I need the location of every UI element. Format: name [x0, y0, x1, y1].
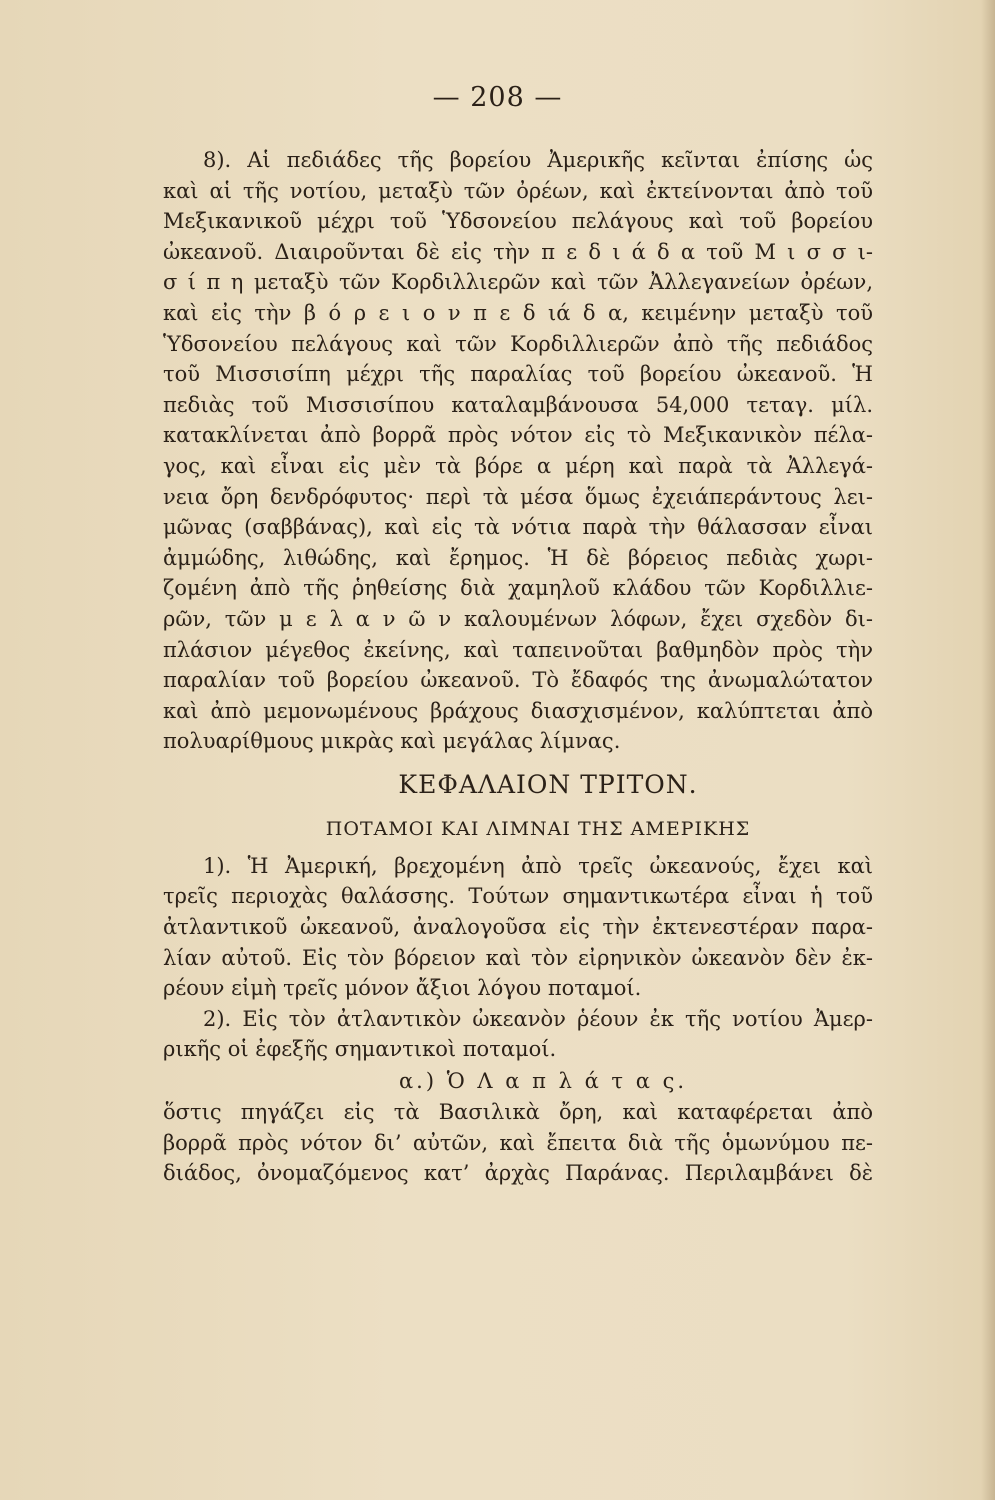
- text-line: ἀμμώδης, λιθώδης, καὶ ἔρημος. Ἡ δὲ βόρειος πεδιὰς χωρι-: [163, 545, 873, 570]
- text-line: καὶ εἰς τὴν β ό ρ ε ι ο ν π ε δ ιά δ α, κειμένην μεταξὺ τοῦ: [163, 300, 873, 325]
- text-line: τοῦ Μισσισίπη μέχρι τῆς παραλίας τοῦ βορείου ὠκεανοῦ. Ἡ: [163, 362, 873, 387]
- text-line: νεια ὄρη δενδρόφυτος· περὶ τὰ μέσα ὅμως ἐχειάπεράντους λει-: [163, 484, 873, 509]
- text-line: σ ί π η μεταξὺ τῶν Κορδιλλιερῶν καὶ τῶν Ἀλλεγανείων ὀρέων,: [163, 270, 873, 295]
- paragraph-8: [163, 145, 873, 757]
- text-line: ρικῆς οἱ ἐφεξῆς σημαντικοὶ ποταμοί.: [163, 1037, 557, 1062]
- text-line: μῶνας (σαββάνας), καὶ εἰς τὰ νότια παρὰ τὴν θάλασσαν εἶναι: [163, 515, 873, 540]
- text-line: πλάσιον μέγεθος ἐκείνης, καὶ ταπεινοῦται βαθμηδὸν πρὸς τὴν: [163, 637, 873, 662]
- page-number: — 208 —: [432, 82, 563, 113]
- text-line: 1). Ἡ Ἀμερική, βρεχομένη ἀπὸ τρεῖς ὠκεανούς, ἔχει καὶ: [203, 853, 873, 878]
- text-line: ὅστις πηγάζει εἰς τὰ Βασιλικὰ ὄρη, καὶ καταφέρεται ἀπὸ: [163, 1100, 873, 1125]
- item-a-heading: α.) Ὁ Λ α π λ ά τ α ς.: [398, 1069, 688, 1094]
- text-line: καὶ ἀπὸ μεμονωμένους βράχους διασχισμένον, καλύπτεται ἀπὸ: [163, 698, 873, 723]
- text-line: ρέουν εἰμὴ τρεῖς μόνον ἄξιοι λόγου ποταμοί.: [163, 976, 642, 1001]
- text-line: καὶ αἱ τῆς νοτίου, μεταξὺ τῶν ὀρέων, καὶ ἐκτείνονται ἀπὸ τοῦ: [163, 178, 873, 203]
- item-a-text: [163, 1097, 873, 1189]
- text-line: κατακλίνεται ἀπὸ βορρᾶ πρὸς νότον εἰς τὸ Μεξικανικὸν πέλα-: [163, 423, 873, 448]
- text-line: διάδος, ὀνομαζόμενος κατ’ ἀρχὰς Παράνας. Περιλαμβάνει δὲ: [163, 1161, 873, 1186]
- paragraph-2: [163, 1004, 873, 1065]
- text-line: 8). Αἱ πεδιάδες τῆς βορείου Ἀμερικῆς κεῖνται ἐπίσης ὡς: [203, 148, 873, 172]
- text-line: βορρᾶ πρὸς νότον δι’ αὐτῶν, καὶ ἔπειτα διὰ τῆς ὁμωνύμου πε-: [163, 1130, 873, 1155]
- text-line: λίαν αὐτοῦ. Εἰς τὸν βόρειον καὶ τὸν εἰρηνικὸν ὠκεανὸν δὲν ἐκ-: [163, 945, 873, 970]
- text-line: παραλίαν τοῦ βορείου ὠκεανοῦ. Τὸ ἔδαφός της ἀνωμαλώτατον: [163, 668, 873, 693]
- text-line: ἀτλαντικοῦ ὠκεανοῦ, ἀναλογοῦσα εἰς τὴν ἐκτενεστέραν παρα-: [163, 915, 873, 940]
- text-line: πολυαρίθμους μικρὰς καὶ μεγάλας λίμνας.: [163, 729, 621, 754]
- text-line: πεδιὰς τοῦ Μισσισίπου καταλαμβάνουσα 54,000 τεταγ. μίλ.: [163, 392, 873, 417]
- chapter-title: ΚΕΦΑΛΑΙΟΝ ΤΡΙΤΟΝ.: [398, 769, 698, 799]
- page-edge-shadow: [981, 0, 995, 1500]
- text-line: Μεξικανικοῦ μέχρι τοῦ Ὑδσονείου πελάγους καὶ τοῦ βορείου: [163, 209, 873, 234]
- paragraph-1: [163, 851, 873, 1004]
- text-line: γος, καὶ εἶναι εἰς μὲν τὰ βόρε α μέρη καὶ παρὰ τὰ Ἀλλεγά-: [163, 453, 873, 478]
- chapter-subtitle: ΠΟΤΑΜΟΙ ΚΑΙ ΛΙΜΝΑΙ ΤΗΣ ΑΜΕΡΙΚΗΣ: [325, 817, 751, 840]
- text-line: 2). Εἰς τὸν ἀτλαντικὸν ὠκεανὸν ῥέουν ἐκ τῆς νοτίου Ἀμερ-: [203, 1006, 873, 1031]
- text-line: Ὑδσονείου πελάγους καὶ τῶν Κορδιλλιερῶν ἀπὸ τῆς πεδιάδος: [163, 331, 873, 356]
- page-text: [163, 145, 873, 1189]
- text-line: ρῶν, τῶν μ ε λ α ν ῶ ν καλουμένων λόφων, ἔχει σχεδὸν δι-: [163, 606, 873, 631]
- text-line: ζομένη ἀπὸ τῆς ῥηθείσης διὰ χαμηλοῦ κλάδου τῶν Κορδιλλιε-: [163, 576, 873, 601]
- text-line: ὠκεανοῦ. Διαιροῦνται δὲ εἰς τὴν π ε δ ι ά δ α τοῦ Μ ι σ σ ι-: [163, 239, 873, 264]
- text-line: τρεῖς περιοχὰς θαλάσσης. Τούτων σημαντικωτέρα εἶναι ἡ τοῦ: [163, 884, 873, 909]
